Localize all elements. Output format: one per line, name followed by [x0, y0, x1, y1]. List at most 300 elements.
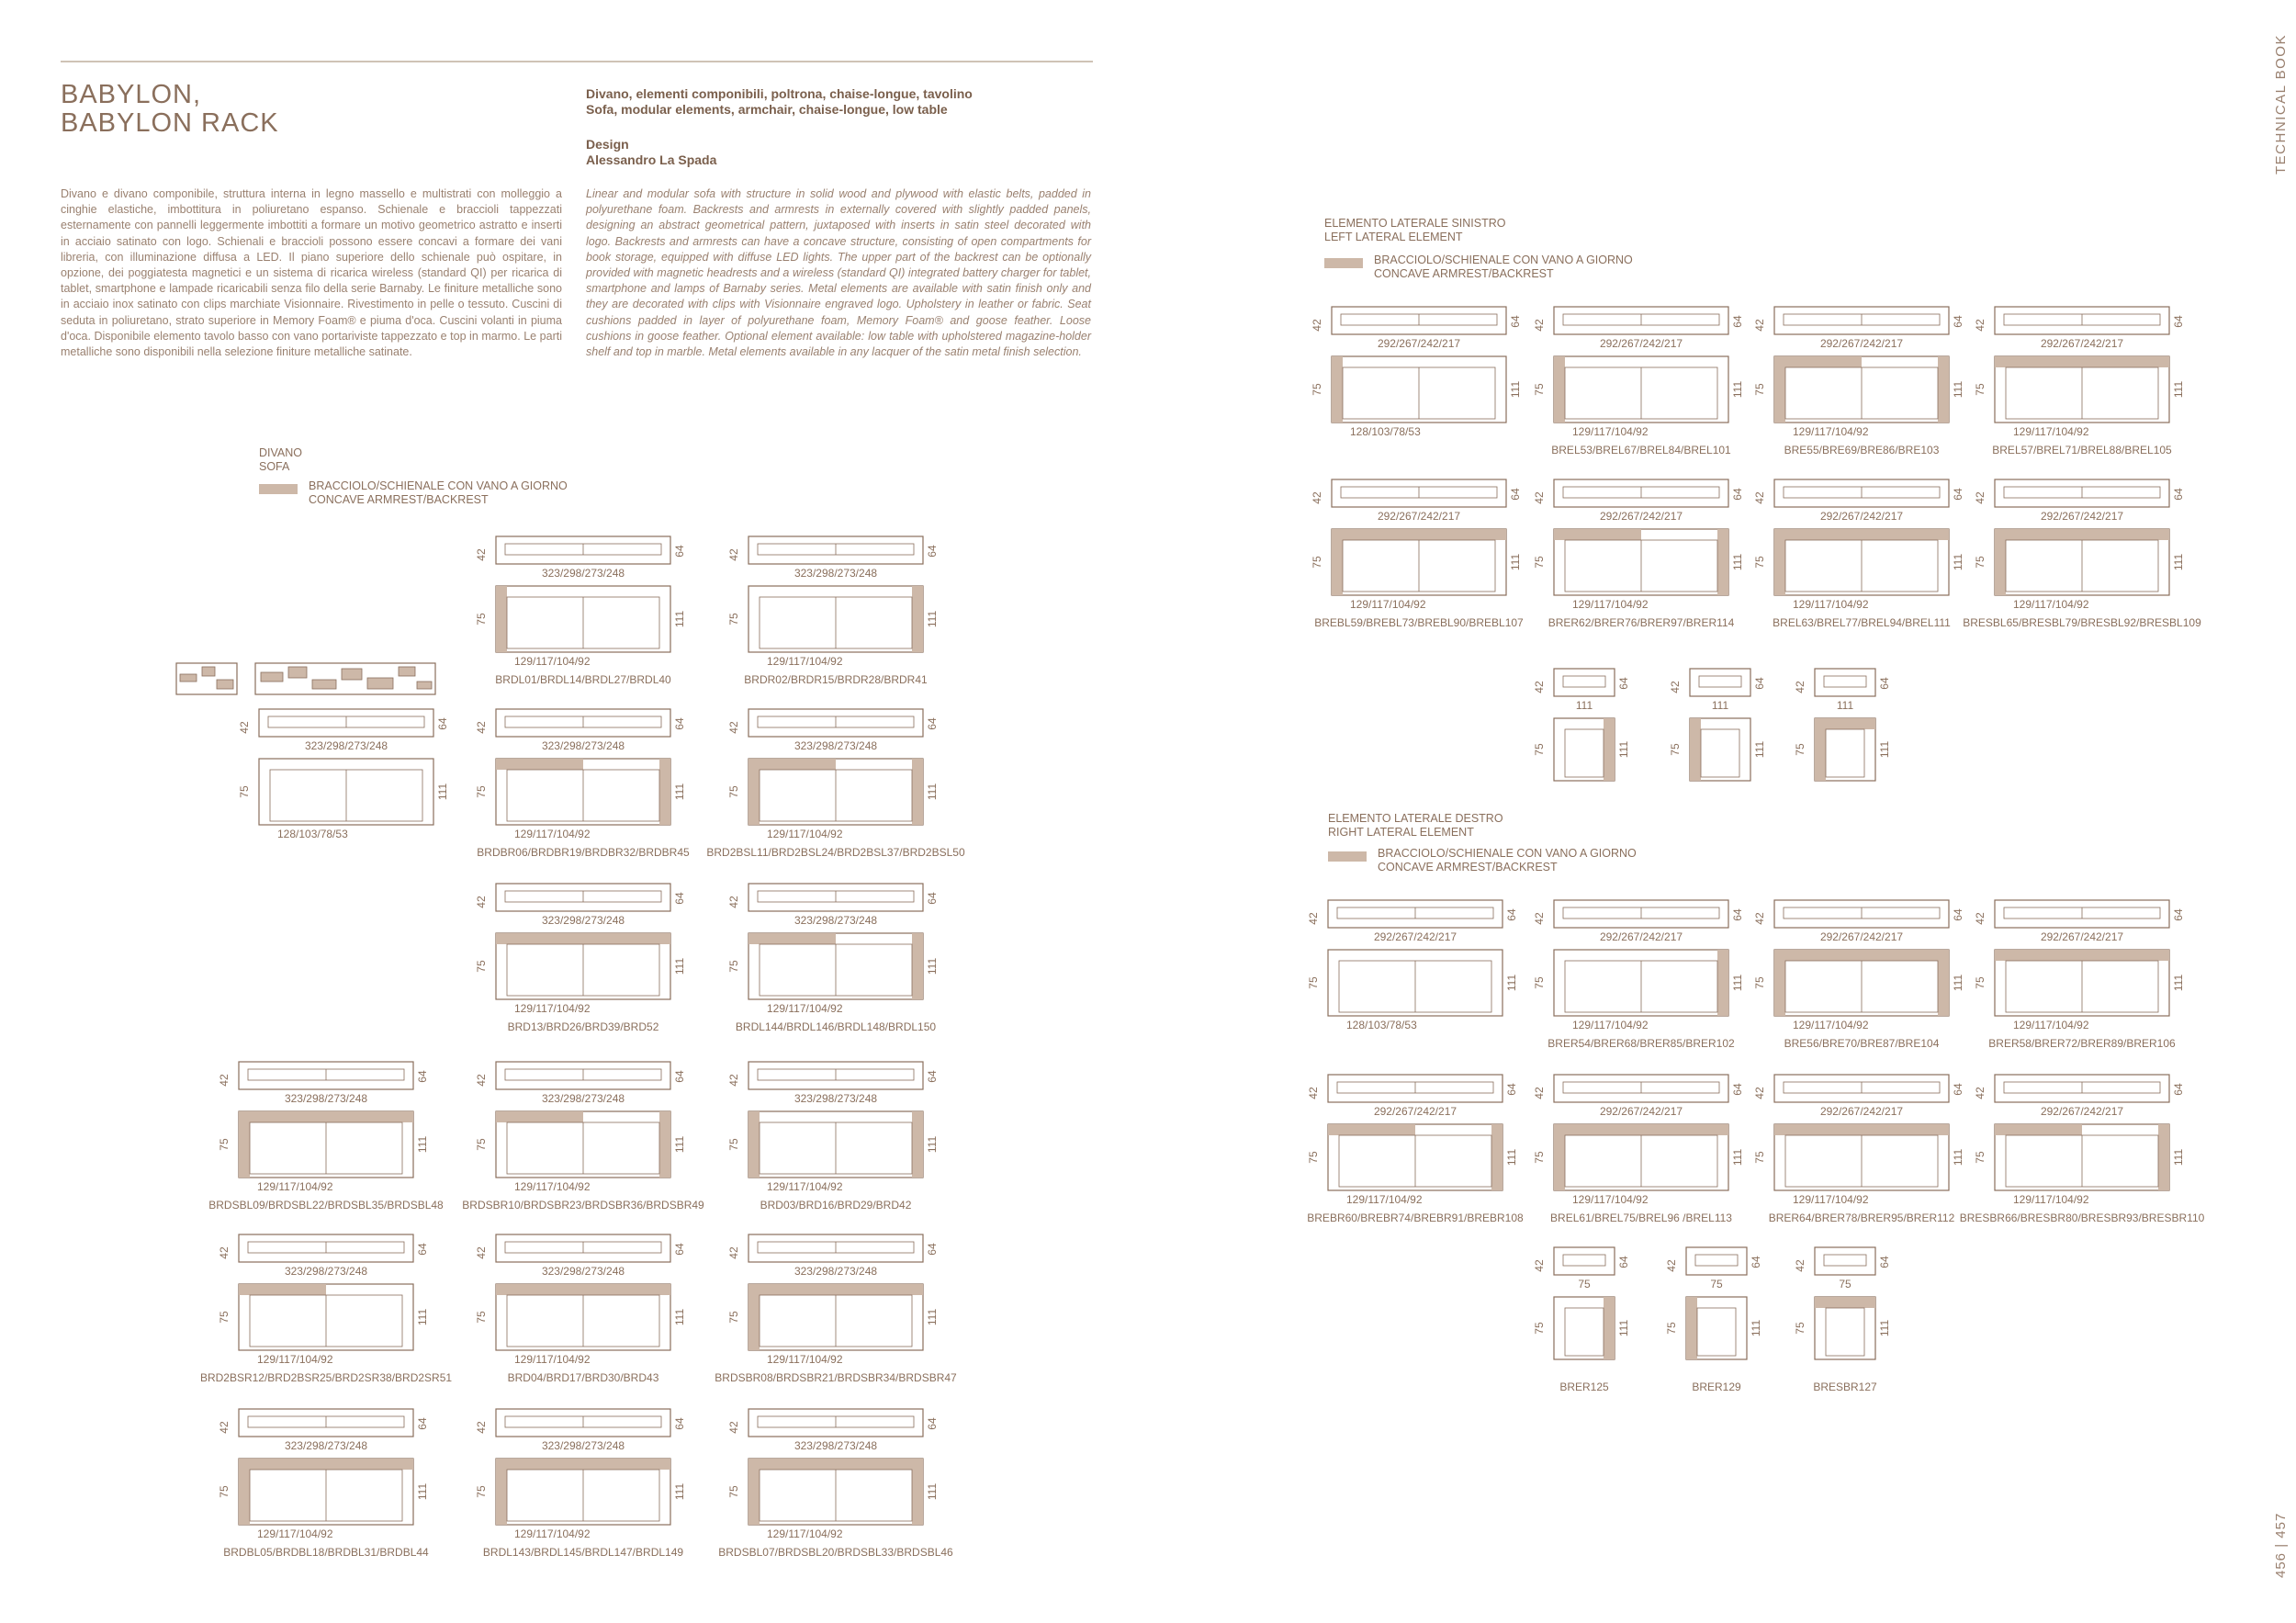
- dim-seat-height: 75: [1307, 1151, 1320, 1164]
- dim-depth: 129/117/104/92: [257, 1353, 333, 1366]
- model-code: BRDR02/BRDR15/BRDR28/BRDR41: [744, 673, 928, 686]
- dim-arm-height: 64: [926, 1417, 939, 1430]
- model-code: BREL63/BREL77/BREL94/BREL111: [1773, 616, 1951, 629]
- dim-depth-total: 111: [1878, 1319, 1891, 1337]
- plan-concave-back: [1815, 1297, 1875, 1308]
- dim-width: 292/267/242/217: [1599, 510, 1683, 523]
- module-drawing: [231, 705, 452, 889]
- dim-seat-height: 75: [1533, 976, 1546, 989]
- module-drawing: [468, 705, 689, 889]
- top-rule: [61, 61, 1093, 62]
- section-sofa: [259, 446, 302, 474]
- plan-concave-back: [748, 933, 836, 944]
- plan-concave-left: [1554, 356, 1565, 423]
- dim-depth: 129/117/104/92: [2013, 1193, 2089, 1206]
- dim-back-height: 42: [1974, 1087, 1986, 1099]
- dim-arm-height: 64: [673, 892, 686, 905]
- dim-back-height: 42: [1753, 319, 1766, 332]
- plan-concave-back: [1995, 529, 2169, 540]
- dim-back-height: 42: [218, 1421, 231, 1434]
- dim-seat-height: 75: [1533, 1322, 1546, 1335]
- plan-concave-back: [1332, 529, 1506, 540]
- plan-concave-left: [748, 759, 760, 825]
- product-subtitle: [586, 86, 973, 118]
- dim-width: 292/267/242/217: [1819, 337, 1904, 350]
- dim-depth: 128/103/78/53: [277, 828, 348, 840]
- plan-concave-back: [496, 1459, 670, 1470]
- plan-concave-back: [748, 1284, 923, 1295]
- dim-back-height: 42: [1307, 912, 1320, 925]
- model-code: BRDSBR08/BRDSBR21/BRDSBR34/BRDSBR47: [715, 1371, 957, 1384]
- plan-seat: [1826, 1308, 1864, 1356]
- dim-width: 323/298/273/248: [541, 1439, 625, 1452]
- dim-depth: 129/117/104/92: [514, 655, 591, 668]
- plan-concave-right: [1491, 1124, 1503, 1190]
- dim-seat-height: 75: [475, 1138, 488, 1151]
- module-drawing: [706, 705, 965, 889]
- dim-depth: 129/117/104/92: [1793, 598, 1869, 611]
- title-line-2: BABYLON RACK: [61, 108, 279, 138]
- dim-back-height: 42: [1533, 912, 1546, 925]
- dim-arm-height: 64: [1731, 315, 1744, 328]
- dim-depth: 129/117/104/92: [767, 1180, 843, 1193]
- dim-depth: 129/117/104/92: [257, 1527, 333, 1540]
- plan-concave-left: [1332, 529, 1343, 595]
- plan-concave-left: [239, 1111, 250, 1178]
- model-code: BRDL144/BRDL146/BRDL148/BRDL150: [735, 1020, 937, 1033]
- model-code: BRDL143/BRDL145/BRDL147/BRDL149: [482, 1546, 684, 1559]
- dim-depth-total: 111: [1617, 740, 1630, 759]
- legend-line-2: CONCAVE ARMREST/BACKREST: [1374, 267, 1554, 280]
- plan-concave-back: [1554, 1124, 1728, 1135]
- dim-seat-height: 75: [1974, 383, 1986, 396]
- plan-concave-left: [748, 1284, 760, 1350]
- dim-arm-height: 64: [926, 717, 939, 730]
- plan-concave-right: [1604, 718, 1615, 781]
- dim-depth-total: 111: [673, 610, 686, 628]
- dim-arm-height: 64: [1731, 488, 1744, 501]
- dim-width: 292/267/242/217: [1599, 337, 1683, 350]
- dim-back-height: 42: [218, 1246, 231, 1259]
- dim-width: 111: [1711, 699, 1729, 712]
- dim-depth: 129/117/104/92: [1793, 1193, 1869, 1206]
- dim-width: 292/267/242/217: [2040, 1105, 2124, 1118]
- side-label: TECHNICAL BOOK: [2273, 34, 2289, 175]
- dim-depth-total: 111: [673, 1135, 686, 1154]
- section-right: [1328, 812, 1503, 840]
- plan-concave-left: [1774, 529, 1785, 595]
- module-drawing: [468, 1231, 689, 1414]
- dim-back-height: 42: [1753, 491, 1766, 504]
- dim-width: 292/267/242/217: [2040, 337, 2124, 350]
- dim-width: 75: [1578, 1278, 1591, 1291]
- plan-concave-left: [1995, 529, 2006, 595]
- dim-width: 323/298/273/248: [793, 1265, 878, 1278]
- dim-back-height: 42: [727, 1246, 740, 1259]
- plan-concave-right: [1938, 950, 1949, 1016]
- dim-depth: 129/117/104/92: [1793, 425, 1869, 438]
- dim-back-height: 42: [1533, 681, 1546, 693]
- plan-seat: [1701, 729, 1739, 777]
- dim-width: 323/298/273/248: [541, 739, 625, 752]
- model-code: BRER125: [1559, 1381, 1609, 1393]
- dim-back-height: 42: [1533, 1259, 1546, 1272]
- elevation-cushion: [1563, 676, 1605, 687]
- dim-seat-height: 75: [1533, 556, 1546, 569]
- plan-concave-back: [748, 759, 836, 770]
- dim-depth-total: 111: [1731, 553, 1744, 571]
- dim-depth-total: 111: [1731, 1148, 1744, 1167]
- plan-concave-left: [496, 1459, 507, 1525]
- dim-depth-total: 111: [926, 610, 939, 628]
- legend-text: [309, 479, 568, 507]
- dim-arm-height: 64: [2172, 908, 2185, 921]
- dim-back-height: 42: [1794, 1259, 1806, 1272]
- dim-width: 323/298/273/248: [793, 1092, 878, 1105]
- dim-depth-total: 111: [1505, 974, 1518, 992]
- legend-line-1: BRACCIOLO/SCHIENALE CON VANO A GIORNO: [1374, 254, 1633, 266]
- model-code: BRD13/BRD26/BRD39/BRD52: [507, 1020, 659, 1033]
- plan-concave-right: [912, 759, 923, 825]
- dim-width: 111: [1575, 699, 1593, 712]
- dim-arm-height: 64: [1952, 1083, 1964, 1096]
- plan-concave-back: [748, 1459, 923, 1470]
- dim-seat-height: 75: [727, 1485, 740, 1498]
- dim-arm-height: 64: [1617, 1256, 1630, 1268]
- dim-depth-total: 111: [673, 1308, 686, 1326]
- dim-seat-height: 75: [1307, 976, 1320, 989]
- dim-arm-height: 64: [2172, 1083, 2185, 1096]
- low-table-drawings: [174, 661, 441, 698]
- dim-width: 292/267/242/217: [2040, 930, 2124, 943]
- plan-concave-back: [496, 1284, 670, 1295]
- elevation-cushion: [1695, 1255, 1738, 1266]
- plan-concave-left: [1774, 950, 1785, 1016]
- description-english: Linear and modular sofa with structure in solid wood and plywood with elastic belts, padded in polyurethane foam. Backrests and armrests in externally covered with slightly padded panels, designing an abstract geometrical pattern, juxtaposed with inserts in satin steel decorated with logo. Backrests and armrests can have a concave structure, consisting of open compartments for book storage, equipped with diffuse LED lights. The upper part of the backrest can be optionally provided with magnetic headrests and a wireless (standard QI) integrated battery charger for tablet, smartphone and lamps of Barnaby series. Metal elements are available with satin finish only and they are decorated with clips with Visionnaire engraved logo. Upholstery in leather or fabric. Seat cushions padded in layer of polyurethane foam, Memory Foam® and goose feather. Loose cushions in goose feather. Optional element available: low table with upholstered magazine-holder shelf and top in marble. Metal elements available in any lacquer of the satin metal finish selection.: [586, 187, 1091, 359]
- dim-back-height: 42: [1533, 1087, 1546, 1099]
- module-drawing: [1662, 665, 1769, 849]
- legend-line-1: BRACCIOLO/SCHIENALE CON VANO A GIORNO: [309, 479, 568, 492]
- model-code: BRER64/BRER78/BRER95/BRER112: [1768, 1212, 1955, 1224]
- model-code: BRESBR127: [1813, 1381, 1877, 1393]
- legend-text: [1374, 254, 1633, 281]
- dim-depth: 129/117/104/92: [514, 828, 591, 840]
- dim-arm-height: 64: [436, 717, 449, 730]
- dim-arm-height: 64: [926, 892, 939, 905]
- module-drawing: [721, 1058, 941, 1242]
- module-drawing: [718, 1405, 953, 1589]
- plan-seat: [1565, 729, 1604, 777]
- dim-arm-height: 64: [1731, 1083, 1744, 1096]
- dim-depth-total: 111: [416, 1135, 429, 1154]
- dim-seat-height: 75: [475, 613, 488, 626]
- dim-seat-height: 75: [218, 1485, 231, 1498]
- dim-arm-height: 64: [1505, 1083, 1518, 1096]
- module-drawing: [462, 1058, 704, 1242]
- model-code: BRD2BSR12/BRD2BSR25/BRD2SR38/BRD2SR51: [199, 1371, 453, 1384]
- dim-depth-total: 111: [2172, 380, 2185, 399]
- module-drawing: [1526, 476, 1747, 659]
- plan-concave-back: [1774, 950, 1949, 961]
- module-drawing: [1526, 896, 1747, 1080]
- plan-concave-back: [1995, 356, 2169, 367]
- dim-depth-total: 111: [1878, 740, 1891, 759]
- model-code: BRER62/BRER76/BRER97/BRER114: [1548, 616, 1735, 629]
- module-drawing: [1959, 1071, 2205, 1255]
- plan-concave-back: [1774, 356, 1862, 367]
- dim-back-height: 42: [727, 1074, 740, 1087]
- dim-depth-total: 111: [926, 957, 939, 975]
- plan-concave-back: [239, 1459, 413, 1470]
- dim-back-height: 42: [475, 1074, 488, 1087]
- module-drawing: [1787, 665, 1894, 849]
- dim-back-height: 42: [1311, 491, 1323, 504]
- module-drawing: [199, 1231, 453, 1414]
- section-sofa-it: DIVANO: [259, 446, 302, 459]
- dim-width: 111: [1836, 699, 1854, 712]
- dim-depth-total: 111: [416, 1308, 429, 1326]
- dim-depth: 129/117/104/92: [1793, 1019, 1869, 1031]
- model-code: BREL53/BREL67/BREL84/BREL101: [1551, 444, 1731, 456]
- plan-concave-left: [1690, 718, 1701, 781]
- dim-width: 292/267/242/217: [1599, 1105, 1683, 1118]
- dim-width: 323/298/273/248: [793, 567, 878, 580]
- module-drawing: [1526, 1244, 1633, 1427]
- dim-arm-height: 64: [926, 1243, 939, 1256]
- dim-depth-total: 111: [436, 783, 449, 801]
- dim-seat-height: 75: [1753, 976, 1766, 989]
- module-drawing: [1747, 303, 1967, 487]
- dim-back-height: 42: [1753, 912, 1766, 925]
- dim-back-height: 42: [475, 548, 488, 561]
- subtitle-english: Sofa, modular elements, armchair, chaise-longue, low table: [586, 102, 948, 117]
- model-code: BREBR60/BREBR74/BREBR91/BREBR108: [1307, 1212, 1524, 1224]
- dim-width: 323/298/273/248: [541, 1265, 625, 1278]
- elevation-cushion: [1824, 1255, 1866, 1266]
- model-code: BRE55/BRE69/BRE86/BRE103: [1784, 444, 1940, 456]
- dim-width: 292/267/242/217: [1599, 930, 1683, 943]
- dim-depth-total: 111: [926, 1308, 939, 1326]
- plan-concave-left: [1686, 1297, 1697, 1359]
- dim-width: 75: [1839, 1278, 1851, 1291]
- dim-arm-height: 64: [416, 1243, 429, 1256]
- dim-depth-total: 111: [1750, 1319, 1762, 1337]
- dim-seat-height: 75: [475, 1485, 488, 1498]
- legend-line-2: CONCAVE ARMREST/BACKREST: [309, 493, 489, 506]
- dim-arm-height: 64: [1952, 315, 1964, 328]
- plan-concave-right: [1604, 1297, 1615, 1359]
- model-code: BRD2BSL11/BRD2BSL24/BRD2BSL37/BRD2BSL50: [706, 846, 965, 859]
- plan-seat: [1697, 1308, 1736, 1356]
- legend-swatch: [1324, 258, 1363, 268]
- dim-depth: 129/117/104/92: [767, 828, 843, 840]
- dim-arm-height: 64: [416, 1070, 429, 1083]
- dim-arm-height: 64: [673, 545, 686, 558]
- dim-depth-total: 111: [416, 1482, 429, 1501]
- module-drawing: [1300, 1071, 1524, 1255]
- module-drawing: [1967, 896, 2188, 1080]
- dim-arm-height: 64: [1878, 677, 1891, 690]
- dim-depth-total: 111: [1505, 1148, 1518, 1167]
- module-drawing: [715, 1231, 957, 1414]
- dim-seat-height: 75: [1311, 556, 1323, 569]
- dim-back-height: 42: [1307, 1087, 1320, 1099]
- dim-depth: 129/117/104/92: [767, 1002, 843, 1015]
- dim-depth-total: 111: [1952, 380, 1964, 399]
- plan-concave-right: [1717, 950, 1728, 1016]
- elevation-cushion: [1699, 676, 1741, 687]
- plan-concave-back: [496, 759, 583, 770]
- plan-concave-back: [1774, 529, 1949, 540]
- plan-concave-right: [1938, 356, 1949, 423]
- dim-back-height: 42: [1533, 491, 1546, 504]
- dim-width: 292/267/242/217: [1377, 510, 1461, 523]
- dim-depth: 129/117/104/92: [1350, 598, 1426, 611]
- plan-concave-left: [496, 586, 507, 652]
- dim-seat-height: 75: [475, 785, 488, 798]
- description-italian: Divano e divano componibile, struttura interna in legno massello e multistrati con molleggio a cinghie elastiche, imbottitura in poliuretano espanso. Schienale e braccioli tappezzati esternamente con pannelli leggermente imbottiti a formare un motivo geometrico astratto e inserti in acciaio satinato con logo. Schienali e braccioli possono essere concavi a formare dei vani libreria, con illuminazione diffusa a LED. Il piano superiore dello schienale può ospitare, in opzione, dei poggiatesta magnetici e un sistema di ricarica wireless (standard QI) per ricarica di tablet, smartphone e lampade ricaricabili senza filo della serie Barnaby. Le finiture metalliche sono in acciaio inox satinato con clips marchiate Visionnaire. Rivestimento in pelle o tessuto. Cuscini di seduta in poliuretano, strato superiore in Memory Foam® e piuma d'oca. Cuscini volanti in piuma d'oca. Disponibile elemento tavolo basso con vano portariviste tappezzato e top in marmo. Le parti metalliche sono disponibili nella selezione finiture metalliche satinate.: [61, 187, 562, 359]
- dim-seat-height: 75: [1974, 1151, 1986, 1164]
- elevation-cushion: [1824, 676, 1866, 687]
- elevation-cushion: [1563, 1255, 1605, 1266]
- dim-seat-height: 75: [1669, 743, 1682, 756]
- dim-arm-height: 64: [1509, 488, 1522, 501]
- dim-depth: 129/117/104/92: [767, 1527, 843, 1540]
- dim-seat-height: 75: [1753, 383, 1766, 396]
- plan-concave-right: [912, 586, 923, 652]
- module-drawing: [468, 533, 689, 716]
- dim-arm-height: 64: [1878, 1256, 1891, 1268]
- dim-seat-height: 75: [1311, 383, 1323, 396]
- dim-back-height: 42: [1311, 319, 1323, 332]
- plan-concave-left: [748, 1111, 760, 1178]
- dim-width: 75: [1710, 1278, 1723, 1291]
- dim-depth-total: 111: [1509, 380, 1522, 399]
- dim-back-height: 42: [475, 1421, 488, 1434]
- model-code: BRER129: [1692, 1381, 1741, 1393]
- dim-seat-height: 75: [1794, 743, 1806, 756]
- dim-seat-height: 75: [727, 1311, 740, 1324]
- section-left-it: ELEMENTO LATERALE SINISTRO: [1324, 217, 1506, 230]
- dim-seat-height: 75: [727, 785, 740, 798]
- model-code: BREL57/BREL71/BREL88/BREL105: [1992, 444, 2172, 456]
- dim-arm-height: 64: [1952, 488, 1964, 501]
- dim-arm-height: 64: [2172, 488, 2185, 501]
- dim-depth-total: 111: [1952, 1148, 1964, 1167]
- module-drawing: [1747, 476, 1967, 659]
- dim-back-height: 42: [1974, 319, 1986, 332]
- dim-seat-height: 75: [1753, 1151, 1766, 1164]
- dim-back-height: 42: [1974, 491, 1986, 504]
- model-code: BRDSBL07/BRDSBL20/BRDSBL33/BRDSBL46: [718, 1546, 953, 1559]
- model-code: BRESBR66/BRESBR80/BRESBR93/BRESBR110: [1959, 1212, 2205, 1224]
- section-right-en: RIGHT LATERAL ELEMENT: [1328, 826, 1474, 839]
- dim-seat-height: 75: [475, 960, 488, 973]
- module-drawing: [1747, 1071, 1967, 1255]
- dim-back-height: 42: [1794, 681, 1806, 693]
- subtitle-italian: Divano, elementi componibili, poltrona, chaise-longue, tavolino: [586, 86, 973, 101]
- plan-concave-back: [1995, 1124, 2082, 1135]
- design-label: Design: [586, 137, 629, 152]
- dim-depth-total: 111: [1753, 740, 1766, 759]
- module-drawing: [721, 533, 941, 716]
- plan-concave-right: [1717, 529, 1728, 595]
- module-drawing: [468, 1405, 689, 1589]
- model-code: BRDBL05/BRDBL18/BRDBL31/BRDBL44: [223, 1546, 429, 1559]
- dim-arm-height: 64: [416, 1417, 429, 1430]
- module-drawing: [1526, 303, 1747, 487]
- dim-seat-height: 75: [727, 960, 740, 973]
- plan-concave-back: [239, 1111, 413, 1122]
- module-drawing: [1304, 303, 1525, 487]
- dim-width: 323/298/273/248: [541, 914, 625, 927]
- plan-concave-back: [496, 933, 670, 944]
- module-drawing: [1526, 1071, 1747, 1255]
- dim-seat-height: 75: [1974, 976, 1986, 989]
- dim-seat-height: 75: [727, 1138, 740, 1151]
- design-credit: [586, 137, 716, 168]
- dim-depth: 129/117/104/92: [2013, 425, 2089, 438]
- dim-depth: 129/117/104/92: [1572, 425, 1649, 438]
- dim-width: 323/298/273/248: [284, 1439, 368, 1452]
- model-code: BREBL59/BREBL73/BREBL90/BREBL107: [1314, 616, 1524, 629]
- dim-width: 292/267/242/217: [1373, 1105, 1458, 1118]
- dim-seat-height: 75: [1533, 743, 1546, 756]
- dim-back-height: 42: [475, 1246, 488, 1259]
- dim-seat-height: 75: [1533, 1151, 1546, 1164]
- page-numbers: 456 | 457: [2273, 1512, 2289, 1578]
- dim-depth-total: 111: [673, 1482, 686, 1501]
- dim-width: 292/267/242/217: [1377, 337, 1461, 350]
- plan-concave-back: [239, 1284, 326, 1295]
- dim-width: 323/298/273/248: [541, 567, 625, 580]
- plan-concave-right: [2158, 1124, 2169, 1190]
- dim-back-height: 42: [218, 1074, 231, 1087]
- module-drawing: [1300, 896, 1521, 1080]
- dim-depth-total: 111: [1952, 974, 1964, 992]
- section-left-en: LEFT LATERAL ELEMENT: [1324, 231, 1463, 243]
- dim-depth-total: 111: [673, 783, 686, 801]
- legend-swatch: [259, 484, 298, 494]
- model-code: BRDSBR10/BRDSBR23/BRDSBR36/BRDSBR49: [462, 1199, 704, 1212]
- dim-arm-height: 64: [926, 1070, 939, 1083]
- dim-width: 323/298/273/248: [304, 739, 388, 752]
- dim-width: 323/298/273/248: [284, 1265, 368, 1278]
- dim-depth-total: 111: [926, 1482, 939, 1501]
- dim-arm-height: 64: [673, 717, 686, 730]
- dim-depth-total: 111: [926, 1135, 939, 1154]
- dim-seat-height: 75: [218, 1138, 231, 1151]
- dim-seat-height: 75: [238, 785, 251, 798]
- dim-back-height: 42: [475, 721, 488, 734]
- model-code: BRDSBL09/BRDSBL22/BRDSBL35/BRDSBL48: [208, 1199, 444, 1212]
- dim-width: 323/298/273/248: [793, 1439, 878, 1452]
- dim-arm-height: 64: [1750, 1256, 1762, 1268]
- dim-back-height: 42: [1753, 1087, 1766, 1099]
- dim-depth: 129/117/104/92: [2013, 1019, 2089, 1031]
- dim-seat-height: 75: [218, 1311, 231, 1324]
- dim-width: 323/298/273/248: [541, 1092, 625, 1105]
- model-code: BRD03/BRD16/BRD29/BRD42: [760, 1199, 912, 1212]
- plan-concave-back: [1774, 1124, 1949, 1135]
- section-left: [1324, 217, 1506, 244]
- dim-depth-total: 111: [1952, 553, 1964, 571]
- plan-concave-back: [1554, 529, 1641, 540]
- plan-concave-back: [496, 1111, 583, 1122]
- legend-line-2: CONCAVE ARMREST/BACKREST: [1378, 861, 1558, 873]
- legend-line-1: BRACCIOLO/SCHIENALE CON VANO A GIORNO: [1378, 847, 1637, 860]
- dim-back-height: 42: [1665, 1259, 1678, 1272]
